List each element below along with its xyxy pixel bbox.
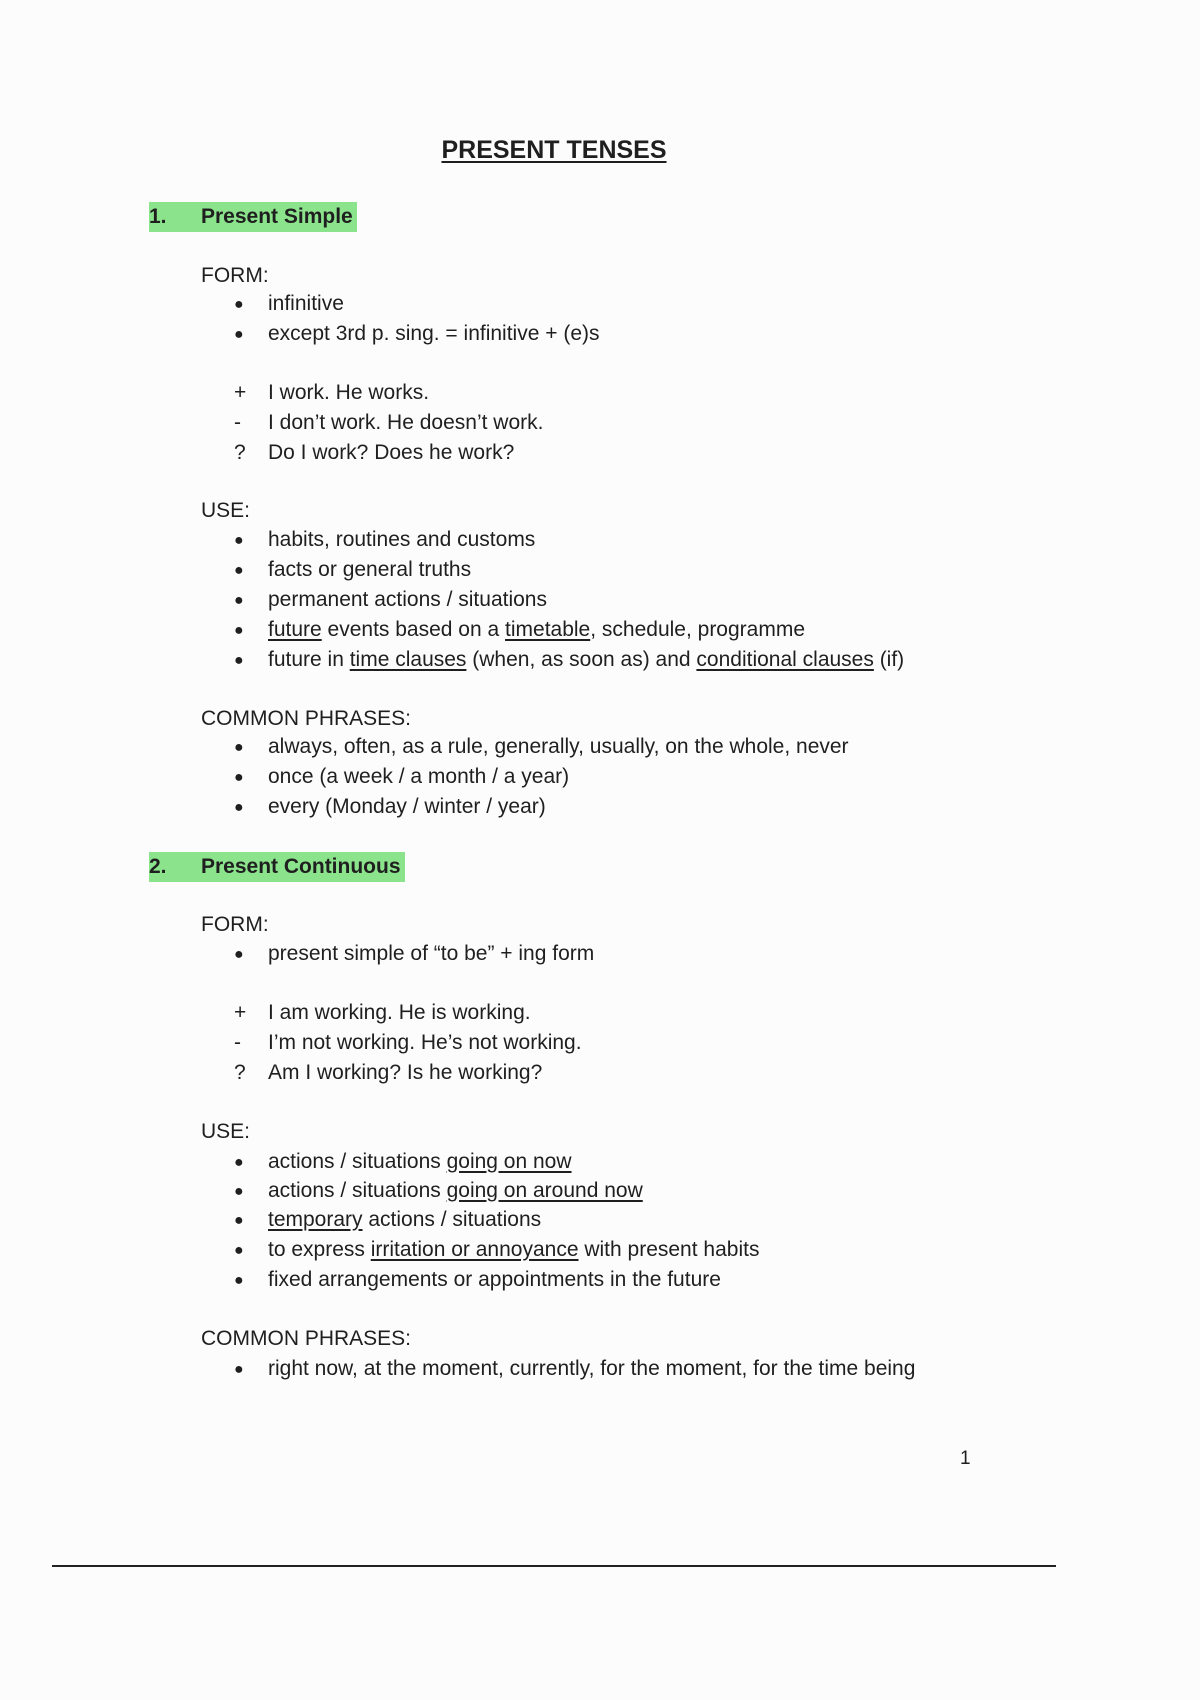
bullet-icon: ● <box>234 769 244 786</box>
section-heading-present-continuous <box>149 852 405 882</box>
bullet-icon: ● <box>234 1183 244 1200</box>
example-affirmative: + I am working. He is working. <box>229 998 531 1028</box>
bullet-icon: ● <box>234 622 244 639</box>
bullet-icon: ● <box>234 562 244 579</box>
list-item: ● actions / situations going on around now <box>229 1176 643 1206</box>
form-label: FORM: <box>201 264 269 287</box>
section-heading-present-simple <box>149 202 357 232</box>
list-item: ● future events based on a timetable, schedule, programme <box>229 615 805 645</box>
list-item: ● habits, routines and customs <box>229 525 535 555</box>
underlined-term: irritation or annoyance <box>370 1238 579 1261</box>
bullet-icon: ● <box>234 946 244 963</box>
minus-sign: - <box>234 411 241 434</box>
list-item: ● except 3rd p. sing. = infinitive + (e)s <box>229 319 600 349</box>
bullet-icon: ● <box>234 592 244 609</box>
question-sign: ? <box>234 1061 246 1084</box>
bullet-icon: ● <box>234 1272 244 1289</box>
section-number: 2. <box>149 855 167 878</box>
page-title: PRESENT TENSES <box>441 136 667 164</box>
plus-sign: + <box>234 1001 247 1024</box>
underlined-term: going on now <box>446 1150 572 1173</box>
underlined-term: future <box>268 618 322 641</box>
underlined-term: temporary <box>268 1208 363 1231</box>
underlined-term: going on around now <box>446 1179 643 1202</box>
underlined-term: time clauses <box>349 648 467 671</box>
footer-divider <box>52 1565 1056 1567</box>
bullet-icon: ● <box>234 1242 244 1259</box>
use-label: USE: <box>201 1120 251 1143</box>
list-item: ● temporary actions / situations <box>229 1205 541 1235</box>
use-label: USE: <box>201 499 251 522</box>
bullet-icon: ● <box>234 652 244 669</box>
list-item: ● to express irritation or annoyance with present habits <box>229 1235 759 1265</box>
question-sign: ? <box>234 441 246 464</box>
minus-sign: - <box>234 1031 241 1054</box>
section-title: Present Continuous <box>201 855 401 878</box>
list-item: ● infinitive <box>229 289 344 319</box>
example-affirmative: + I work. He works. <box>229 378 429 408</box>
page-number: 1 <box>960 1448 971 1469</box>
bullet-icon: ● <box>234 326 244 343</box>
underlined-term: timetable <box>505 618 591 641</box>
section-number: 1. <box>149 205 167 228</box>
bullet-icon: ● <box>234 1361 244 1378</box>
list-item: ● actions / situations going on now <box>229 1147 572 1177</box>
bullet-icon: ● <box>234 799 244 816</box>
form-label: FORM: <box>201 913 269 936</box>
list-item: ● fixed arrangements or appointments in the future <box>229 1265 721 1295</box>
list-item: ● future in time clauses (when, as soon as) and conditional clauses (if) <box>229 645 904 675</box>
list-item: ● facts or general truths <box>229 555 471 585</box>
plus-sign: + <box>234 381 247 404</box>
bullet-icon: ● <box>234 1212 244 1229</box>
example-question: ? Am I working? Is he working? <box>229 1058 542 1088</box>
common-phrases-label: COMMON PHRASES: <box>201 1327 412 1350</box>
list-item: ● right now, at the moment, currently, for the moment, for the time being <box>229 1354 915 1384</box>
section-title: Present Simple <box>201 205 353 228</box>
underlined-term: conditional clauses <box>696 648 874 671</box>
example-negative: - I don’t work. He doesn’t work. <box>229 408 543 438</box>
list-item: ● always, often, as a rule, generally, usually, on the whole, never <box>229 732 849 762</box>
list-item: ● once (a week / a month / a year) <box>229 762 569 792</box>
list-item: ● every (Monday / winter / year) <box>229 792 546 822</box>
list-item: ● present simple of “to be” + ing form <box>229 939 594 969</box>
example-negative: - I’m not working. He’s not working. <box>229 1028 582 1058</box>
list-item: ● permanent actions / situations <box>229 585 547 615</box>
bullet-icon: ● <box>234 532 244 549</box>
example-question: ? Do I work? Does he work? <box>229 438 514 468</box>
bullet-icon: ● <box>234 1154 244 1171</box>
common-phrases-label: COMMON PHRASES: <box>201 707 412 730</box>
bullet-icon: ● <box>234 296 244 313</box>
bullet-icon: ● <box>234 739 244 756</box>
